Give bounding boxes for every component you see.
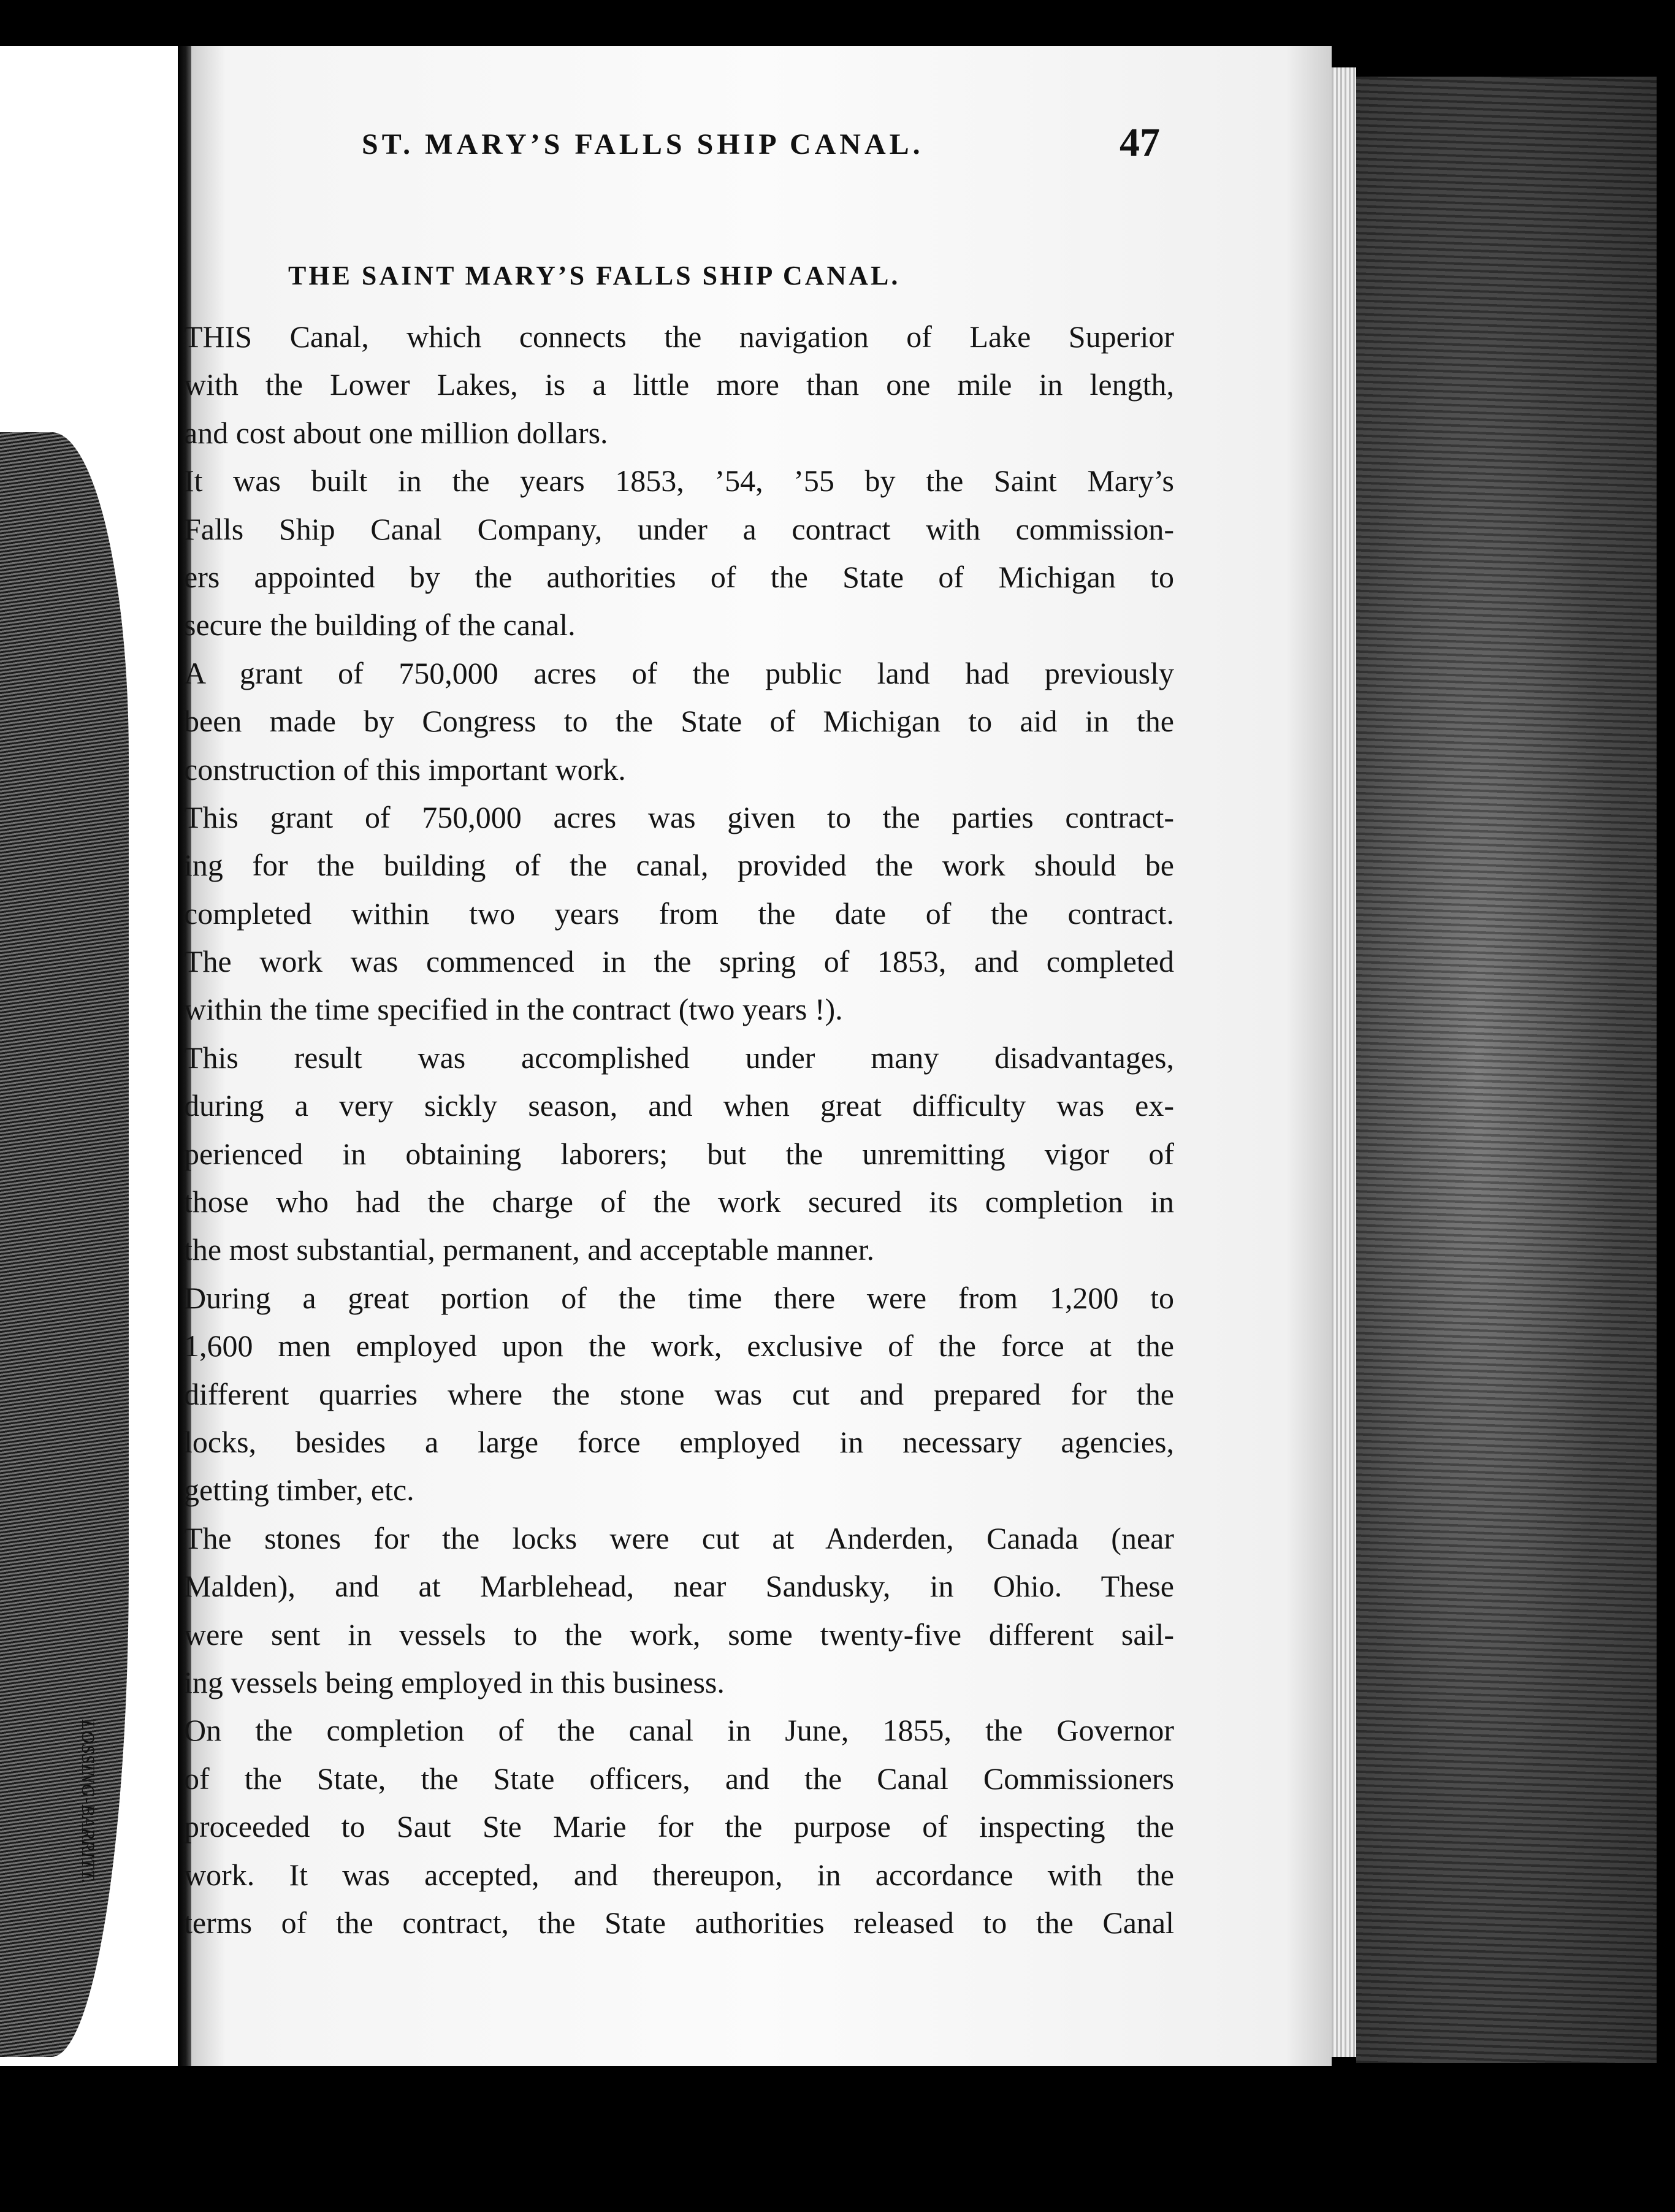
body-text	[184, 313, 1174, 1947]
text-line: work. It was accepted, and thereupon, in accordance with the	[184, 1857, 1174, 1892]
text-line: On the completion of the canal in June, 1855, the Governor	[184, 1713, 1174, 1748]
text-line: It was built in the years 1853, ’54, ’55 by the Saint Mary’s	[184, 463, 1174, 498]
text-line: 1,600 men employed upon the work, exclusive of the force at the	[184, 1329, 1174, 1363]
text-line: during a very sickly season, and when great difficulty was ex-	[184, 1088, 1174, 1123]
text-line: A grant of 750,000 acres of the public land had previously	[184, 655, 1174, 690]
running-head: ST. MARY’S FALLS SHIP CANAL.	[362, 128, 924, 161]
text-line: perienced in obtaining laborers; but the unremitting vigor of	[184, 1136, 1174, 1171]
text-line: THIS Canal, which connects the navigation of Lake Superior	[184, 319, 1174, 354]
text-line: of the State, the State officers, and the Canal Commissioners	[184, 1761, 1174, 1796]
text-line: The stones for the locks were cut at Anderden, Canada (near	[184, 1520, 1174, 1555]
text-line: within the time specified in the contract (two years !).	[184, 992, 843, 1027]
text-line: terms of the contract, the State authorities released to the Canal	[184, 1905, 1174, 1940]
text-line: This result was accomplished under many disadvantages,	[184, 1040, 1174, 1075]
text-line: those who had the charge of the work secured its completion in	[184, 1184, 1174, 1219]
text-line: This grant of 750,000 acres was given to the parties contract-	[184, 799, 1174, 834]
text-line: completed within two years from the date of the contract.	[184, 896, 1174, 931]
text-line: getting timber, etc.	[184, 1473, 414, 1508]
text-line: locks, besides a large force employed in necessary agencies,	[184, 1424, 1174, 1459]
text-line: ing for the building of the canal, provided the work should be	[184, 848, 1174, 883]
text-line: with the Lower Lakes, is a little more than one mile in length,	[184, 367, 1174, 402]
text-line: Falls Ship Canal Company, under a contract with commission-	[184, 511, 1174, 546]
facing-page	[0, 46, 178, 2066]
text-line: the most substantial, permanent, and acceptable manner.	[184, 1232, 875, 1267]
text-line: Malden), and at Marblehead, near Sandusky, in Ohio. These	[184, 1569, 1174, 1604]
text-line: proceeded to Saut Ste Marie for the purpose of inspecting the	[184, 1809, 1174, 1844]
text-line: ing vessels being employed in this business.	[184, 1665, 725, 1699]
portrait-engraving	[0, 432, 129, 2057]
chapter-title: THE SAINT MARY’S FALLS SHIP CANAL.	[288, 261, 901, 291]
book-fore-edge	[1356, 77, 1657, 2063]
text-line: The work was commenced in the spring of 1853, and completed	[184, 944, 1174, 979]
text-line: were sent in vessels to the work, some twenty-five different sail-	[184, 1617, 1174, 1652]
text-line: different quarries where the stone was cut and prepared for the	[184, 1376, 1174, 1411]
text-line: been made by Congress to the State of Michigan to aid in the	[184, 704, 1174, 739]
text-line: construction of this important work.	[184, 752, 626, 787]
page-edges	[1332, 67, 1356, 2057]
page-number: 47	[1120, 120, 1160, 165]
text-line: ers appointed by the authorities of the State of Michigan to	[184, 559, 1174, 594]
engraving-credit: LOSSING-BARRITT.	[78, 1720, 98, 1884]
text-line: During a great portion of the time there were from 1,200 to	[184, 1280, 1174, 1315]
text-line: secure the building of the canal.	[184, 608, 576, 643]
text-line: and cost about one million dollars.	[184, 415, 608, 450]
